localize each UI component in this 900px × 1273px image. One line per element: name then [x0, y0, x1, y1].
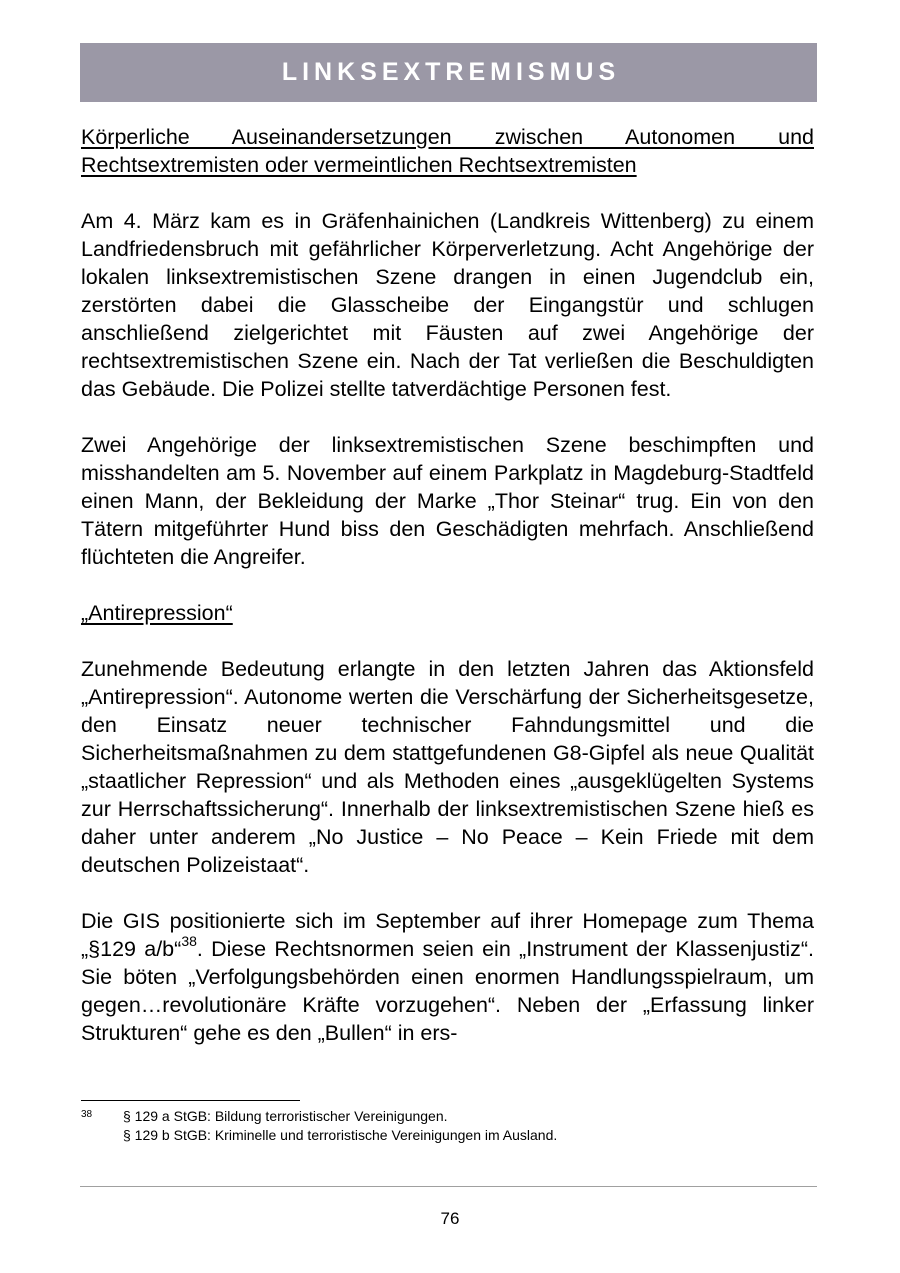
- body-paragraph: Zunehmende Bedeutung erlangte in den letzten Jahren das Aktionsfeld „Antirepression“. Autonome werten die Verschärfung der Sicherheitsgesetze, den Einsatz neuer technischer Fahndungsmittel und die Sicherheitsmaßnahmen zu dem stattgefundenen G8-Gipfel als neue Qualität „staatlicher Repression“ und als Methoden eines „ausgeklügelten Systems zur Herrschaftssicherung“. Innerhalb der linksextremistischen Szene hieß es daher unter anderem „No Justice – No Peace – Kein Friede mit dem deutschen Polizeistaat“.: [81, 657, 814, 877]
- footnote-number: 38: [81, 1109, 93, 1120]
- antirepression-heading-text: „Antirepression“: [81, 601, 233, 625]
- footnote: [81, 1107, 814, 1145]
- section-heading-antirepression: [81, 599, 814, 627]
- body-paragraph: Am 4. März kam es in Gräfenhainichen (Landkreis Wittenberg) zu einem Landfriedensbruch mit gefährlicher Körperverletzung. Acht Angehörige der lokalen linksextremistischen Szene drangen in einen Jugendclub ein, zerstörten dabei die Glasscheibe der Eingangstür und schlugen anschließend zielgerichtet mit Fäusten auf zwei Angehörige der rechtsextremistischen Szene ein. Nach der Tat verließen die Beschuldigten das Gebäude. Die Polizei stellte tatverdächtige Personen fest.: [81, 209, 814, 401]
- footer-divider: [80, 1186, 817, 1187]
- section-banner: [80, 43, 817, 102]
- footnote-reference: 38: [181, 932, 197, 949]
- main-content: [81, 123, 814, 1047]
- paragraph-text-start: Die GIS positionierte sich im September auf ihrer Homepage zum Thema „§129 a/b“: [81, 909, 814, 961]
- section-heading-confrontations: Körperliche Auseinandersetzungen zwischen Autonomen und Rechtsextremisten oder vermeintlichen Rechtsextremisten: [81, 125, 814, 177]
- section-title: LINKSEXTREMISMUS: [281, 58, 621, 86]
- page-number: 76: [440, 1209, 460, 1228]
- footnote-line: § 129 b StGB: Kriminelle und terroristische Vereinigungen im Ausland.: [123, 1127, 558, 1143]
- footnote-separator: [81, 1100, 300, 1101]
- body-paragraph: Zwei Angehörige der linksextremistischen Szene beschimpften und misshandelten am 5. November auf einem Parkplatz in Magdeburg-Stadtfeld einen Mann, der Bekleidung der Marke „Thor Steinar“ trug. Ein von den Tätern mitgeführter Hund biss den Geschädigten mehrfach. Anschließend flüchteten die Angreifer.: [81, 433, 814, 569]
- body-paragraph-with-footnote: [81, 907, 814, 1047]
- paragraph-text-end: . Diese Rechtsnormen seien ein „Instrument der Klassenjustiz“. Sie böten „Verfolgungsbehörden einen enormen Handlungsspielraum, um gegen…revolutionäre Kräfte vorzugehen“. Neben der „Erfassung linker Strukturen“ gehe es den „Bullen“ in ers-: [81, 937, 814, 1045]
- footnote-line: § 129 a StGB: Bildung terroristischer Vereinigungen.: [123, 1108, 448, 1124]
